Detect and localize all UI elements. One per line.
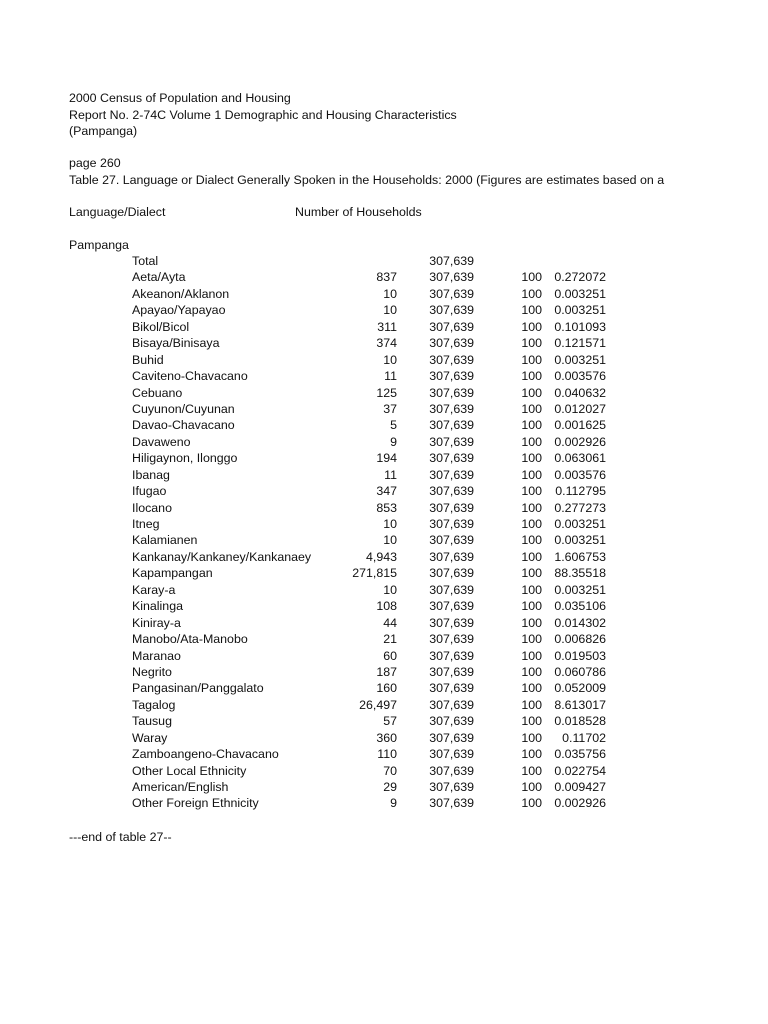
cell-name: Ilocano (132, 500, 172, 515)
cell-pct: 100 (521, 369, 542, 384)
table-row (0, 286, 768, 302)
cell-total: 307,639 (429, 286, 474, 301)
cell-count: 271,815 (352, 566, 397, 581)
cell-share: 0.006826 (554, 632, 606, 647)
cell-share: 0.014302 (554, 615, 606, 630)
cell-total: 307,639 (429, 303, 474, 318)
cell-pct: 100 (521, 714, 542, 729)
cell-count: 311 (377, 319, 397, 334)
table-row (0, 730, 768, 746)
cell-count: 10 (383, 582, 397, 597)
table-row (0, 417, 768, 433)
cell-share: 0.063061 (554, 451, 606, 466)
table-row (0, 483, 768, 499)
table-row (0, 335, 768, 351)
cell-name: Bikol/Bicol (132, 319, 190, 334)
cell-share: 0.277273 (554, 500, 606, 515)
cell-share: 0.012027 (554, 401, 606, 416)
cell-total: 307,639 (429, 451, 474, 466)
cell-total: 307,639 (429, 747, 474, 762)
cell-share: 0.035756 (554, 747, 606, 762)
table-row (0, 302, 768, 318)
cell-name: Hiligaynon, Ilonggo (132, 451, 238, 466)
cell-pct: 100 (521, 467, 542, 482)
cell-name: Cuyunon/Cuyunan (132, 401, 235, 416)
cell-count: 29 (383, 780, 397, 794)
cell-share: 0.272072 (554, 270, 606, 285)
table-row (0, 565, 768, 581)
cell-share: 0.002926 (554, 796, 606, 811)
cell-name: Davao-Chavacano (132, 418, 235, 433)
cell-share: 1.606753 (554, 549, 606, 564)
cell-count: 9 (390, 796, 397, 811)
table-row (0, 450, 768, 466)
cell-total: 307,639 (429, 697, 474, 712)
cell-name: Kankanay/Kankaney/Kankanaey (132, 549, 312, 564)
cell-count: 9 (390, 434, 397, 449)
table-row (0, 269, 768, 285)
cell-count: 60 (383, 648, 397, 663)
cell-pct: 100 (521, 566, 542, 581)
cell-total: 307,639 (429, 582, 474, 597)
cell-share: 0.019503 (554, 648, 606, 663)
cell-pct: 100 (521, 632, 542, 647)
cell-total: 307,639 (429, 549, 474, 564)
table-row (0, 615, 768, 631)
table-row (0, 648, 768, 664)
column-header-households: Number of Households (295, 205, 422, 219)
cell-pct: 100 (521, 780, 542, 794)
table-title: Table 27. Language or Dialect Generally Spoken in the Households: 2000 (Figures are estimates based on a (69, 173, 665, 187)
cell-count: 125 (376, 385, 397, 400)
table-row (0, 549, 768, 565)
cell-total: 307,639 (429, 796, 474, 811)
cell-name: Itneg (132, 517, 160, 531)
report-number: Report No. 2-74C Volume 1 Demographic and Housing Characteristics (69, 108, 457, 122)
table-row (0, 779, 768, 795)
cell-name: American/English (132, 780, 229, 794)
cell-total: 307,639 (429, 369, 474, 384)
cell-pct: 100 (521, 286, 542, 301)
table-row (0, 598, 768, 614)
cell-total: 307,639 (429, 714, 474, 729)
table-row (0, 352, 768, 368)
table-row (0, 582, 768, 598)
table-row (0, 713, 768, 729)
cell-pct: 100 (521, 533, 542, 548)
table-row (0, 680, 768, 696)
cell-count: 187 (376, 664, 397, 679)
cell-total: 307,639 (429, 730, 474, 745)
cell-pct: 100 (521, 434, 542, 449)
cell-pct: 100 (521, 664, 542, 679)
cell-total: 307,639 (429, 434, 474, 449)
table-row (0, 746, 768, 762)
cell-share: 0.009427 (554, 780, 606, 794)
cell-share: 0.121571 (554, 336, 606, 351)
cell-pct: 100 (521, 352, 542, 367)
cell-share: 0.112795 (555, 484, 606, 499)
province-label: Pampanga (69, 238, 129, 252)
cell-count: 37 (383, 401, 397, 416)
cell-count: 194 (376, 451, 397, 466)
cell-pct: 100 (521, 303, 542, 318)
cell-total: 307,639 (429, 533, 474, 548)
cell-total: 307,639 (429, 467, 474, 482)
cell-total: 307,639 (429, 336, 474, 351)
cell-count: 10 (383, 286, 397, 301)
cell-total: 307,639 (429, 763, 474, 778)
table-row (0, 664, 768, 680)
column-header-language: Language/Dialect (69, 205, 166, 219)
cell-total: 307,639 (429, 500, 474, 515)
table-row (0, 434, 768, 450)
cell-name: Bisaya/Binisaya (132, 336, 220, 351)
cell-pct: 100 (521, 401, 542, 416)
cell-total: 307,639 (429, 566, 474, 581)
cell-name: Ifugao (132, 484, 167, 499)
cell-pct: 100 (521, 549, 542, 564)
cell-count: 11 (384, 369, 397, 384)
report-title: 2000 Census of Population and Housing (69, 91, 291, 105)
cell-count: 10 (383, 517, 397, 531)
cell-name: Kinalinga (132, 599, 183, 614)
cell-pct: 100 (521, 648, 542, 663)
cell-name: Waray (132, 730, 168, 745)
cell-total: 307,639 (429, 401, 474, 416)
table-row (0, 532, 768, 548)
cell-total: 307,639 (429, 648, 474, 663)
table-row (0, 697, 768, 713)
cell-count: 108 (376, 599, 397, 614)
cell-name: Negrito (132, 664, 172, 679)
cell-name: Cebuano (132, 385, 183, 400)
table-row (0, 516, 768, 532)
cell-share: 0.040632 (554, 385, 606, 400)
cell-name: Akeanon/Aklanon (132, 286, 230, 301)
cell-total: 307,639 (429, 484, 474, 499)
table-end-note: ---end of table 27-- (69, 830, 172, 844)
cell-share: 0.003251 (554, 533, 606, 548)
cell-name: Davaweno (132, 434, 191, 449)
cell-share: 0.002926 (554, 434, 606, 449)
cell-count: 11 (384, 467, 397, 482)
cell-count: 4,943 (365, 549, 397, 564)
cell-share: 0.003251 (554, 303, 606, 318)
cell-total: 307,639 (429, 352, 474, 367)
table-row (0, 467, 768, 483)
table-row (0, 631, 768, 647)
cell-share: 0.003251 (554, 352, 606, 367)
cell-count: 44 (383, 615, 397, 630)
cell-pct: 100 (521, 336, 542, 351)
cell-share: 0.052009 (554, 681, 606, 696)
cell-share: 0.003251 (554, 286, 606, 301)
cell-count: 5 (390, 418, 397, 433)
cell-pct: 100 (521, 747, 542, 762)
cell-total: 307,639 (429, 319, 474, 334)
cell-pct: 100 (521, 484, 542, 499)
cell-pct: 100 (521, 500, 542, 515)
cell-pct: 100 (521, 451, 542, 466)
cell-total: 307,639 (429, 517, 474, 531)
cell-pct: 100 (521, 615, 542, 630)
cell-count: 160 (376, 681, 397, 696)
cell-count: 853 (376, 500, 397, 515)
cell-total: 307,639 (429, 780, 474, 794)
cell-pct: 100 (521, 796, 542, 811)
cell-count: 110 (377, 747, 397, 762)
cell-share: 0.11702 (562, 730, 606, 745)
cell-share: 8.613017 (554, 697, 606, 712)
cell-share: 0.003251 (554, 517, 606, 531)
cell-count: 374 (376, 336, 397, 351)
cell-share: 0.035106 (554, 599, 606, 614)
cell-count: 360 (376, 730, 397, 745)
cell-name: Tausug (132, 714, 172, 729)
column-header-row (69, 204, 671, 220)
table-row (0, 253, 768, 269)
cell-share: 88.35518 (554, 566, 606, 581)
cell-name: Kapampangan (132, 566, 213, 581)
cell-name: Pangasinan/Panggalato (132, 681, 264, 696)
cell-share: 0.003576 (554, 369, 606, 384)
cell-name: Ibanag (132, 467, 170, 482)
cell-count: 10 (383, 303, 397, 318)
cell-count: 70 (383, 763, 397, 778)
cell-name: Kiniray-a (132, 615, 181, 630)
table-row (0, 401, 768, 417)
cell-name: Zamboangeno-Chavacano (132, 747, 279, 762)
cell-total: 307,639 (429, 385, 474, 400)
cell-count: 837 (376, 270, 397, 285)
cell-name: Tagalog (132, 697, 176, 712)
page-number: page 260 (69, 156, 121, 170)
cell-pct: 100 (521, 319, 542, 334)
cell-pct: 100 (521, 681, 542, 696)
report-province: (Pampanga) (69, 124, 138, 138)
cell-share: 0.003576 (554, 467, 606, 482)
table-row (0, 763, 768, 779)
cell-name: Manobo/Ata-Manobo (132, 632, 248, 647)
cell-count: 57 (383, 714, 397, 729)
table-body (0, 253, 768, 812)
cell-total: 307,639 (429, 418, 474, 433)
cell-count: 10 (383, 533, 397, 548)
cell-pct: 100 (521, 582, 542, 597)
cell-total: 307,639 (429, 632, 474, 647)
cell-total: 307,639 (429, 254, 474, 268)
cell-pct: 100 (521, 763, 542, 778)
table-row (0, 385, 768, 401)
cell-name: Caviteno-Chavacano (132, 369, 248, 384)
cell-name: Apayao/Yapayao (132, 303, 226, 318)
cell-share: 0.003251 (554, 582, 606, 597)
cell-share: 0.018528 (554, 714, 606, 729)
table-row (0, 319, 768, 335)
cell-share: 0.022754 (554, 763, 606, 778)
cell-share: 0.060786 (554, 664, 606, 679)
cell-name: Karay-a (132, 582, 176, 597)
cell-pct: 100 (521, 418, 542, 433)
cell-pct: 100 (521, 599, 542, 614)
cell-name: Total (132, 254, 159, 268)
cell-total: 307,639 (429, 615, 474, 630)
cell-pct: 100 (521, 385, 542, 400)
cell-name: Maranao (132, 648, 181, 663)
cell-share: 0.001625 (554, 418, 606, 433)
cell-name: Other Foreign Ethnicity (132, 796, 259, 811)
cell-pct: 100 (521, 730, 542, 745)
cell-count: 347 (376, 484, 397, 499)
cell-total: 307,639 (429, 664, 474, 679)
cell-count: 21 (383, 632, 397, 647)
cell-total: 307,639 (429, 681, 474, 696)
cell-count: 26,497 (359, 697, 397, 712)
cell-pct: 100 (521, 697, 542, 712)
cell-name: Buhid (132, 352, 164, 367)
cell-count: 10 (383, 352, 397, 367)
table-row (0, 795, 768, 811)
cell-total: 307,639 (429, 599, 474, 614)
cell-pct: 100 (521, 517, 542, 531)
cell-name: Aeta/Ayta (132, 270, 186, 285)
cell-total: 307,639 (429, 270, 474, 285)
cell-name: Kalamianen (132, 533, 198, 548)
cell-share: 0.101093 (554, 319, 606, 334)
table-row (0, 368, 768, 384)
cell-name: Other Local Ethnicity (132, 763, 247, 778)
table-row (0, 500, 768, 516)
cell-pct: 100 (521, 270, 542, 285)
